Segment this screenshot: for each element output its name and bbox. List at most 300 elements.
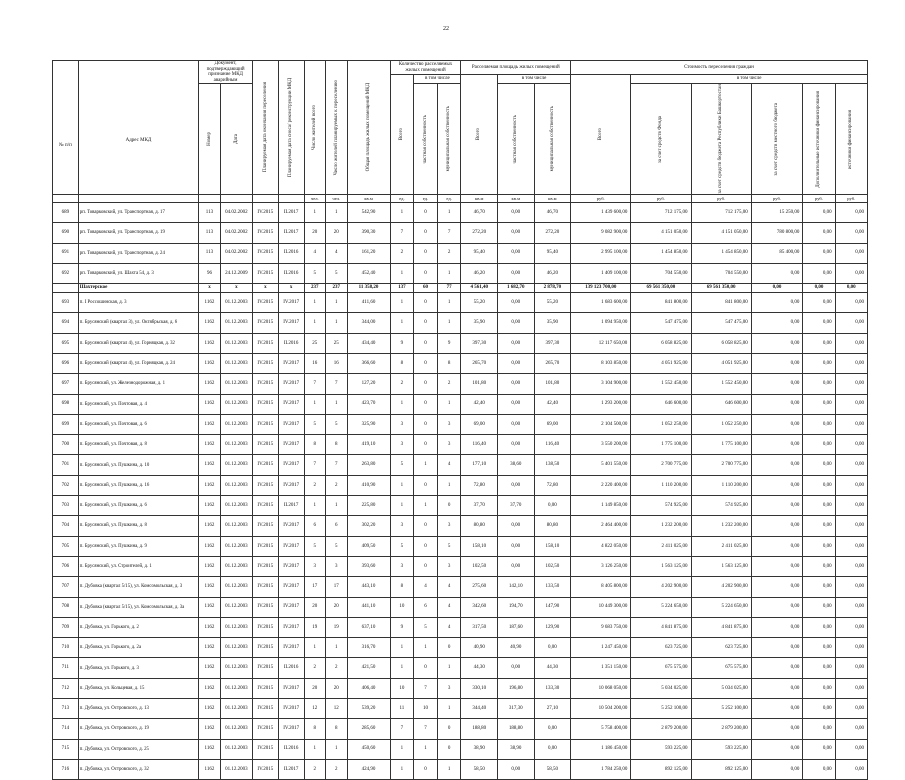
cell-end: IV.2015 [252, 475, 278, 495]
cell-doc: 1162 [199, 597, 221, 617]
cell-ce: 0,00 [803, 435, 835, 455]
col-qty-group-header: Количество расселяемых жилых помещений [390, 61, 461, 75]
table-row [53, 658, 868, 678]
cell-n: 711 [53, 658, 79, 678]
cell-move: 25 [326, 333, 348, 353]
cell-ce2: 0,00 [835, 284, 867, 293]
cell-q: 5 [390, 455, 414, 475]
unit-cell [252, 194, 278, 202]
cell-move: 17 [326, 577, 348, 597]
cell-c: 9 082 900,00 [571, 223, 631, 243]
cell-doc: 1162 [199, 374, 221, 394]
cell-c: 1 683 600,00 [571, 293, 631, 313]
cell-ap: 0,00 [498, 394, 535, 414]
cell-n: 709 [53, 617, 79, 637]
cell-ap: 0,00 [498, 354, 535, 374]
cell-area: 406,40 [347, 678, 390, 698]
cell-area: 450,60 [347, 739, 390, 759]
cell-q: 1 [390, 658, 414, 678]
cell-end: IV.2015 [252, 516, 278, 536]
cell-doc: 1162 [199, 658, 221, 678]
cell-a: 40,90 [461, 638, 498, 658]
cell-a: 102,50 [461, 556, 498, 576]
cell-qp: 0 [414, 435, 438, 455]
cell-cf: 5 252 100,00 [631, 699, 691, 719]
cell-cr: 4 151 050,00 [691, 223, 751, 243]
cell-move: 20 [326, 597, 348, 617]
cell-res: 1 [304, 739, 326, 759]
cell-cr: 593 225,00 [691, 739, 751, 759]
cell-date: 04.02.2002 [220, 202, 252, 222]
cell-c: 2 995 100,00 [571, 243, 631, 263]
cell-n: 698 [53, 394, 79, 414]
cell-q: 7 [390, 719, 414, 739]
cell-doc: 1162 [199, 475, 221, 495]
cell-demol: IV.2017 [278, 455, 304, 475]
cell-a: 101,80 [461, 374, 498, 394]
cell-demol: IV.2017 [278, 435, 304, 455]
cell-res: 7 [304, 374, 326, 394]
cell-date: 01.12.2003 [220, 536, 252, 556]
cell-qp: 0 [414, 293, 438, 313]
unit-cell: чел. [304, 194, 326, 202]
unit-cell: руб. [803, 194, 835, 202]
cell-addr: п. Дубовка (квартал 5/15), ул. Комсомольская, д. 3 [78, 577, 198, 597]
cell-cr: 1 454 850,00 [691, 243, 751, 263]
cell-q: 1 [390, 739, 414, 759]
cell-ce: 0,00 [803, 739, 835, 759]
cell-qp: 6 [414, 597, 438, 617]
cell-area: 344,00 [347, 313, 390, 333]
cell-end: IV.2015 [252, 739, 278, 759]
col-doc-header: Документ, подтверждающий признание МКД аварийным [199, 61, 253, 84]
cell-a: 95,40 [461, 243, 498, 263]
unit-cell: руб. [751, 194, 803, 202]
cell-c: 3 550 200,00 [571, 435, 631, 455]
cell-cr: 841 800,00 [691, 293, 751, 313]
cell-move: 5 [326, 263, 348, 283]
cell-ce2: 0,00 [835, 202, 867, 222]
cell-qp: 7 [414, 678, 438, 698]
cell-cf: 69 561 350,00 [631, 284, 691, 293]
cell-c: 1 094 950,00 [571, 313, 631, 333]
cell-cl: 0,00 [751, 617, 803, 637]
table-row [53, 577, 868, 597]
unit-cell [220, 194, 252, 202]
col-plan-end-header: Планируемая дата окончания переселения [252, 61, 278, 195]
cell-res: 1 [304, 202, 326, 222]
cell-am: 147,90 [534, 597, 571, 617]
table-header [53, 61, 868, 203]
cell-q: 1 [390, 475, 414, 495]
cell-area: 390,30 [347, 223, 390, 243]
cell-doc: 1162 [199, 516, 221, 536]
col-extra-header: Дополнительные источники финансирования [803, 84, 835, 195]
cell-cf: 841 800,00 [631, 293, 691, 313]
col-cost-incl-header: в том числе [631, 75, 868, 84]
cell-area: 393,60 [347, 556, 390, 576]
cell-cr: 675 575,00 [691, 658, 751, 678]
cell-qm: 1 [437, 202, 461, 222]
cell-addr: п. I Россошинская, д. 3 [78, 293, 198, 313]
cell-move: 7 [326, 455, 348, 475]
cell-res: 2 [304, 658, 326, 678]
cell-doc: 1162 [199, 354, 221, 374]
cell-q: 1 [390, 759, 414, 779]
cell-am: 101,80 [534, 374, 571, 394]
cell-end: IV.2015 [252, 354, 278, 374]
cell-n: 697 [53, 374, 79, 394]
cell-end: IV.2015 [252, 617, 278, 637]
cell-res: 2 [304, 759, 326, 779]
unit-cell: ед. [414, 194, 438, 202]
cell-ce: 0,00 [803, 658, 835, 678]
cell-am: 133,30 [534, 678, 571, 698]
cell-qp: 10 [414, 699, 438, 719]
cell-ce2: 0,00 [835, 293, 867, 313]
cell-res: 1 [304, 496, 326, 516]
cell-ap: 188,80 [498, 719, 535, 739]
cell-a: 116,40 [461, 435, 498, 455]
cell-cf: 704 550,00 [631, 263, 691, 283]
cell-cr: 1 110 200,00 [691, 475, 751, 495]
cell-demol: II.2017 [278, 223, 304, 243]
cell-ap: 196,80 [498, 678, 535, 698]
units-row [53, 194, 868, 202]
cell-move: 8 [326, 719, 348, 739]
cell-end: IV.2015 [252, 243, 278, 263]
cell-n [53, 284, 79, 293]
cell-addr: рп. Товарковский, ул. Транспортная, д. 17 [78, 202, 198, 222]
cell-cr: 704 550,00 [691, 263, 751, 283]
col-area-incl-header: в том числе [498, 75, 571, 84]
cell-a: 46,70 [461, 202, 498, 222]
cell-date: 24.12.2009 [220, 263, 252, 283]
cell-date: 01.12.2003 [220, 577, 252, 597]
cell-n: 692 [53, 263, 79, 283]
cell-cf: 2 411 025,00 [631, 536, 691, 556]
col-qty-municipal-header: муниципальная собственность [437, 84, 461, 195]
cell-move: 1 [326, 313, 348, 333]
cell-ce: 0,00 [803, 333, 835, 353]
table-row [53, 293, 868, 313]
col-area-total2-header: Всего [461, 75, 498, 195]
cell-am: 265,70 [534, 354, 571, 374]
cell-qp: 0 [414, 759, 438, 779]
cell-cf: 2 700 775,00 [631, 455, 691, 475]
cell-addr: п. Брусянский, ул. Строителей, д. 1 [78, 556, 198, 576]
cell-cl: 0,00 [751, 658, 803, 678]
cell-date: 01.12.2003 [220, 556, 252, 576]
cell-c: 139 123 700,00 [571, 284, 631, 293]
cell-res: 5 [304, 263, 326, 283]
cell-cr: 574 925,00 [691, 496, 751, 516]
cell-addr: рп. Товарковский, ул. Транспортная, д. 24 [78, 243, 198, 263]
cell-cl: 0,00 [751, 699, 803, 719]
cell-a: 80,80 [461, 516, 498, 536]
cell-qm: 3 [437, 516, 461, 536]
cell-res: 20 [304, 678, 326, 698]
cell-cr: 1 232 200,00 [691, 516, 751, 536]
table-row [53, 556, 868, 576]
cell-qp: 0 [414, 263, 438, 283]
cell-addr: п. Дубовка (квартал 5/15), ул. Комсомольская, д. 3а [78, 597, 198, 617]
cell-date: 01.12.2003 [220, 597, 252, 617]
cell-qp: 5 [414, 617, 438, 637]
cell-end: IV.2015 [252, 577, 278, 597]
cell-q: 1 [390, 263, 414, 283]
col-residents-move-header: Число жителей планируемых к переселению [326, 61, 348, 195]
cell-ce: 0,00 [803, 719, 835, 739]
cell-qm: 1 [437, 699, 461, 719]
cell-doc: 1162 [199, 394, 221, 414]
cell-res: 5 [304, 414, 326, 434]
cell-n: 695 [53, 333, 79, 353]
cell-a: 158,10 [461, 536, 498, 556]
cell-c: 9 683 750,00 [571, 617, 631, 637]
unit-cell: руб. [835, 194, 867, 202]
cell-qm: 1 [437, 475, 461, 495]
table-row [53, 699, 868, 719]
cell-addr: п. Брусянский, ул. Железнодорожная, д. 1 [78, 374, 198, 394]
cell-qm: 1 [437, 394, 461, 414]
cell-cf: 1 454 850,00 [631, 243, 691, 263]
cell-am: 0,00 [534, 496, 571, 516]
cell-q: 2 [390, 243, 414, 263]
col-area-private-header: частная собственность [498, 84, 535, 195]
cell-qm: 4 [437, 617, 461, 637]
cell-qm: 0 [437, 739, 461, 759]
cell-am: 80,80 [534, 516, 571, 536]
cell-n: 706 [53, 556, 79, 576]
cell-res: 1 [304, 293, 326, 313]
col-plan-demol-header: Планируемая дата сноса/ реконструкции МКД [278, 61, 304, 195]
cell-cr: 5 252 100,00 [691, 699, 751, 719]
cell-area: 637,10 [347, 617, 390, 637]
cell-a: 265,70 [461, 354, 498, 374]
cell-qm: 7 [437, 223, 461, 243]
cell-cl: 0,00 [751, 597, 803, 617]
cell-q: 3 [390, 414, 414, 434]
cell-cf: 646 600,00 [631, 394, 691, 414]
cell-end: x [252, 284, 278, 293]
cell-ap: 40,90 [498, 638, 535, 658]
cell-doc: 1162 [199, 739, 221, 759]
cell-cf: 4 841 875,00 [631, 617, 691, 637]
cell-end: IV.2015 [252, 374, 278, 394]
cell-addr: п. Брусянский, ул. Пушкина, д. 16 [78, 475, 198, 495]
cell-doc: 1162 [199, 293, 221, 313]
cell-c: 2 104 500,00 [571, 414, 631, 434]
resettlement-table [52, 60, 868, 780]
cell-q: 9 [390, 617, 414, 637]
cell-area: 423,70 [347, 394, 390, 414]
cell-doc: 1162 [199, 435, 221, 455]
col-doc-date-header: Дата [220, 84, 252, 195]
cell-res: 17 [304, 577, 326, 597]
cell-ce2: 0,00 [835, 617, 867, 637]
cell-demol: IV.2017 [278, 313, 304, 333]
cell-ce: 0,00 [803, 597, 835, 617]
cell-cl: 15 250,00 [751, 202, 803, 222]
cell-doc: 113 [199, 223, 221, 243]
cell-ce2: 0,00 [835, 263, 867, 283]
cell-cl: 0,00 [751, 638, 803, 658]
col-qty-total-header: Всего [390, 75, 414, 195]
cell-addr: п. Брусянский (квартал 3), ул. Октябрьская, д. 6 [78, 313, 198, 333]
cell-demol: II.2016 [278, 263, 304, 283]
cell-move: 20 [326, 223, 348, 243]
cell-ce: 0,00 [803, 759, 835, 779]
cell-move: 7 [326, 374, 348, 394]
unit-cell: кв.м [461, 194, 498, 202]
cell-qp: 1 [414, 455, 438, 475]
cell-qm: 4 [437, 455, 461, 475]
cell-doc: 1162 [199, 536, 221, 556]
cell-a: 44,30 [461, 658, 498, 678]
cell-cf: 547 475,00 [631, 313, 691, 333]
cell-move: 1 [326, 496, 348, 516]
cell-ap: 142,10 [498, 577, 535, 597]
cell-cl: 0,00 [751, 414, 803, 434]
cell-ce: 0,00 [803, 577, 835, 597]
cell-move: 1 [326, 739, 348, 759]
cell-end: IV.2015 [252, 394, 278, 414]
unit-cell: ед. [390, 194, 414, 202]
cell-cr: 1 052 250,00 [691, 414, 751, 434]
cell-res: 6 [304, 516, 326, 536]
cell-am: 0,00 [534, 719, 571, 739]
table-row [53, 536, 868, 556]
cell-am: 72,80 [534, 475, 571, 495]
cell-date: 01.12.2003 [220, 638, 252, 658]
cell-n: 690 [53, 223, 79, 243]
cell-addr: п. Дубовка, ул. Горького, д. 3 [78, 658, 198, 678]
cell-ce2: 0,00 [835, 759, 867, 779]
cell-ce2: 0,00 [835, 243, 867, 263]
cell-n: 694 [53, 313, 79, 333]
cell-demol: IV.2017 [278, 536, 304, 556]
cell-a: 58,50 [461, 759, 498, 779]
cell-res: 2 [304, 475, 326, 495]
cell-end: IV.2015 [252, 313, 278, 333]
cell-demol: II.2017 [278, 759, 304, 779]
cell-n: 691 [53, 243, 79, 263]
cell-doc: 1162 [199, 577, 221, 597]
cell-n: 713 [53, 699, 79, 719]
cell-date: 01.12.2003 [220, 455, 252, 475]
cell-demol: II.2017 [278, 496, 304, 516]
cell-qp: 0 [414, 354, 438, 374]
cell-cf: 712 175,00 [631, 202, 691, 222]
cell-am: 129,90 [534, 617, 571, 637]
cell-ce: 0,00 [803, 354, 835, 374]
cell-area: 434,40 [347, 333, 390, 353]
col-no-header: № п/п [53, 61, 79, 195]
cell-area: 285,60 [347, 719, 390, 739]
cell-ce2: 0,00 [835, 475, 867, 495]
cell-cl: 0,00 [751, 354, 803, 374]
cell-move: 237 [326, 284, 348, 293]
cell-cf: 1 552 450,00 [631, 374, 691, 394]
cell-end: IV.2015 [252, 496, 278, 516]
cell-date: 04.02.2002 [220, 223, 252, 243]
cell-qp: 0 [414, 202, 438, 222]
cell-qm: 1 [437, 263, 461, 283]
cell-qp: 7 [414, 719, 438, 739]
cell-date: 01.12.2003 [220, 658, 252, 678]
cell-cr: 892 125,00 [691, 759, 751, 779]
cell-am: 27,10 [534, 699, 571, 719]
cell-cl: 0,00 [751, 435, 803, 455]
cell-a: 72,80 [461, 475, 498, 495]
cell-a: 38,90 [461, 739, 498, 759]
cell-demol: IV.2017 [278, 556, 304, 576]
unit-cell: кв.м [534, 194, 571, 202]
cell-n: 699 [53, 414, 79, 434]
cell-qm: 0 [437, 496, 461, 516]
cell-move: 1 [326, 394, 348, 414]
cell-cl: 0,00 [751, 263, 803, 283]
col-qty-private-header: частная собственность [414, 84, 438, 195]
cell-addr: рп. Товарковский, ул. Шахта 54, д. 3 [78, 263, 198, 283]
cell-c: 12 117 650,00 [571, 333, 631, 353]
cell-doc: 113 [199, 243, 221, 263]
cell-ap: 0,00 [498, 516, 535, 536]
cell-a: 42,40 [461, 394, 498, 414]
cell-q: 1 [390, 293, 414, 313]
cell-n: 703 [53, 496, 79, 516]
cell-cf: 574 925,00 [631, 496, 691, 516]
cell-end: IV.2015 [252, 435, 278, 455]
cell-end: IV.2015 [252, 414, 278, 434]
col-local-header: за счет средств местного бюджета [751, 84, 803, 195]
cell-doc: 1162 [199, 333, 221, 353]
cell-ce2: 0,00 [835, 638, 867, 658]
cell-end: IV.2015 [252, 759, 278, 779]
cell-cl: 0,00 [751, 739, 803, 759]
cell-addr: п. Дубовка, ул. Островского, д. 32 [78, 759, 198, 779]
cell-move: 16 [326, 354, 348, 374]
cell-ce2: 0,00 [835, 658, 867, 678]
cell-ce: 0,00 [803, 243, 835, 263]
cell-q: 1 [390, 202, 414, 222]
cell-ap: 0,00 [498, 475, 535, 495]
cell-cl: 0,00 [751, 577, 803, 597]
cell-ap: 37,70 [498, 496, 535, 516]
cell-addr: п. Дубовка, ул. Горького, д. 2 [78, 617, 198, 637]
cell-cf: 5 034 025,00 [631, 678, 691, 698]
cell-ce: 0,00 [803, 638, 835, 658]
cell-addr: п. Брусянский, ул. Почтовая, д. 6 [78, 414, 198, 434]
col-fund-header: за счет средств Фонда [631, 84, 691, 195]
cell-cf: 675 575,00 [631, 658, 691, 678]
cell-cf: 593 225,00 [631, 739, 691, 759]
cell-ap: 187,60 [498, 617, 535, 637]
cell-ce2: 0,00 [835, 536, 867, 556]
cell-ce: 0,00 [803, 293, 835, 313]
cell-ce2: 0,00 [835, 678, 867, 698]
cell-move: 5 [326, 414, 348, 434]
cell-doc: 1162 [199, 556, 221, 576]
cell-doc: 1162 [199, 496, 221, 516]
cell-am: 58,50 [534, 759, 571, 779]
cell-qp: 0 [414, 475, 438, 495]
cell-qm: 8 [437, 354, 461, 374]
cell-c: 1 351 150,00 [571, 658, 631, 678]
cell-demol: IV.2017 [278, 577, 304, 597]
cell-ap: 194,70 [498, 597, 535, 617]
